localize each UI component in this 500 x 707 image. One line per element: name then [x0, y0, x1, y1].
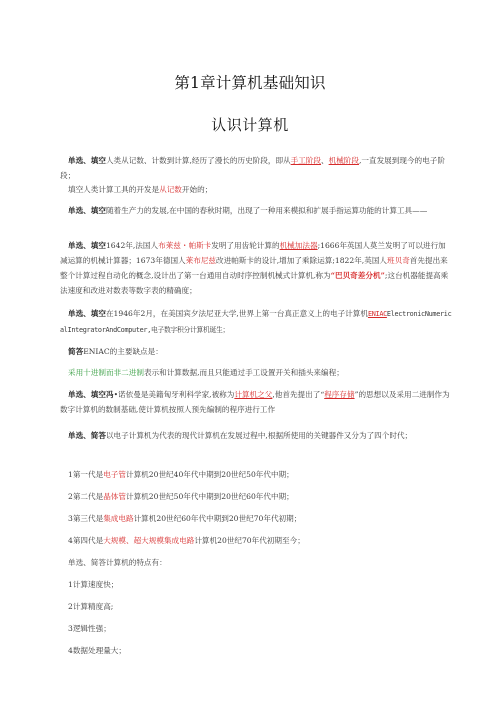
question-type-label: 简答 — [68, 347, 84, 356]
paragraph-eniac-drawbacks — [60, 344, 452, 359]
keyword-link[interactable]: ENIAC — [367, 310, 387, 318]
keyword-bold-text: “巴贝奇差分机” — [330, 271, 385, 280]
list-item: 3逻辑性强； — [68, 624, 111, 633]
paragraph-text: 首先提出来整个计算过程自动化的概念,设计出了第一台通用自动时序控制机械式计算机,称为 — [60, 256, 448, 280]
list-item: 2计算精度高; — [68, 602, 114, 611]
keyword-text: 集成电路 — [103, 514, 134, 523]
keyword-text: 大规模、超大规模集成电路 — [103, 536, 195, 545]
list-item-text: 4第四代是 — [68, 536, 104, 545]
paragraph-text: 人类从记数、计数到计算,经历了漫长的历史阶段，即从 — [105, 156, 291, 165]
list-item — [68, 511, 460, 526]
keyword-text: 班贝奇 — [387, 256, 410, 265]
keyword-text: 采用十进制而非二进制 — [68, 368, 144, 377]
keyword-text: 晶体管 — [103, 492, 126, 501]
question-type-label: 单选、填空冯 — [68, 390, 114, 399]
list-item-text: 1第一代是 — [68, 470, 104, 479]
keyword-link[interactable]: 手工阶段 — [290, 156, 322, 165]
question-type-label: 单选、填空 — [68, 156, 106, 165]
paragraph-calculation-history — [60, 153, 452, 183]
paragraph-decimal — [68, 365, 460, 380]
paragraph-eniac — [60, 306, 452, 338]
list-item-text: 2第二代是 — [68, 492, 104, 501]
keyword-link[interactable]: 机械阶段 — [328, 156, 359, 165]
list-item: 1计算速度快； — [68, 580, 119, 589]
paragraph-mechanical-calculators — [60, 238, 452, 298]
paragraph-text: 发明了用齿轮计算的 — [211, 241, 280, 250]
question-type-label: 单选、填空 — [68, 241, 106, 250]
list-item-text: 计算机20世纪50年代中期到20世纪60年代中期； — [126, 492, 294, 501]
paragraph-text: 以电子计算机为代表的现代计算机在发展过程中,根据所使用的关键器件又分为了四个时代； — [105, 431, 413, 440]
question-type-label: 单选、填空 — [68, 206, 106, 215]
keyword-text: 从记数 — [159, 185, 182, 194]
paragraph-text: ElectronicNumericalIntegratorAndComputer,电子数字积分计算机诞生； — [60, 310, 452, 334]
keyword-text: 莱布尼兹 — [185, 256, 217, 265]
paragraph-features-heading: 单选、简答计算机的特点有： — [68, 558, 167, 567]
list-item-text: 3第三代是 — [68, 514, 104, 523]
paragraph-text: ”的思想以及采用二进制作为数字计算机的数制基础,使计算机按照人预先编制的程序进行工作 — [60, 390, 450, 414]
list-item-text: 计算机20世纪60年代中期到20世纪70年代初期； — [133, 514, 302, 523]
list-item — [68, 467, 460, 482]
paragraph-four-generations — [60, 428, 452, 443]
paragraph-text: 在1946年2月，在美国宾夕法尼亚大学,世界上第一台真正意义上的电子计算机 — [105, 309, 368, 318]
paragraph-text: ,他首先提出了“ — [272, 390, 325, 399]
keyword-text: 布莱兹・帕斯卡 — [158, 241, 212, 250]
list-item — [68, 489, 460, 504]
question-type-label: 单选、简答 — [68, 431, 106, 440]
chapter-title: 第1章计算机基础知识 — [174, 74, 326, 92]
list-item-text: 计算机20世纪70年代初期至今； — [194, 536, 305, 545]
list-item — [68, 533, 460, 548]
paragraph-text: ;1666年英国人莫兰发明了可以进行加减运算的机械计算器；1673年德国人 — [60, 241, 446, 265]
paragraph-abacus — [60, 203, 452, 218]
paragraph-text: 改进帕斯卡的设计,增加了乘除运算;1822年,英国人 — [216, 256, 388, 265]
separator-text: 、 — [321, 156, 329, 165]
question-type-label: 单选、填空 — [68, 309, 106, 318]
paragraph-text: 填空人类计算工具的开发是 — [68, 185, 160, 194]
paragraph-text: •诺依曼是美籍匈牙利科学家,被称为 — [113, 390, 235, 399]
keyword-link[interactable]: 机械加法器 — [279, 241, 318, 250]
section-title: 认识计算机 — [211, 116, 289, 134]
paragraph-text: ,一直发展到现今的电子阶段； — [60, 156, 445, 180]
paragraph-tool-origin — [68, 182, 460, 197]
keyword-link[interactable]: 计算机之父 — [234, 390, 273, 399]
list-item-text: 计算机20世纪40年代中期到20世纪50年代中期； — [126, 470, 294, 479]
list-item: 4数据处理量大； — [68, 646, 126, 655]
keyword-text: 电子管 — [103, 470, 126, 479]
paragraph-text: ENIAC的主要缺点是： — [83, 347, 163, 356]
paragraph-text: 1642年,法国人 — [105, 241, 159, 250]
paragraph-von-neumann — [60, 387, 452, 417]
paragraph-text: 开始的； — [181, 185, 213, 194]
keyword-link[interactable]: 程序存储 — [324, 390, 355, 399]
paragraph-text: ;这台机器能提高乘法速度和改进对数表等数字表的精确度； — [60, 271, 449, 295]
paragraph-text: 表示和计算数据,而且只能通过手工设置开关和插头来编程； — [143, 368, 344, 377]
paragraph-text: 随着生产力的发展,在中国的春秋时期，出现了一种用来模拟和扩展手指运算功能的计算工具—— — [105, 206, 428, 215]
